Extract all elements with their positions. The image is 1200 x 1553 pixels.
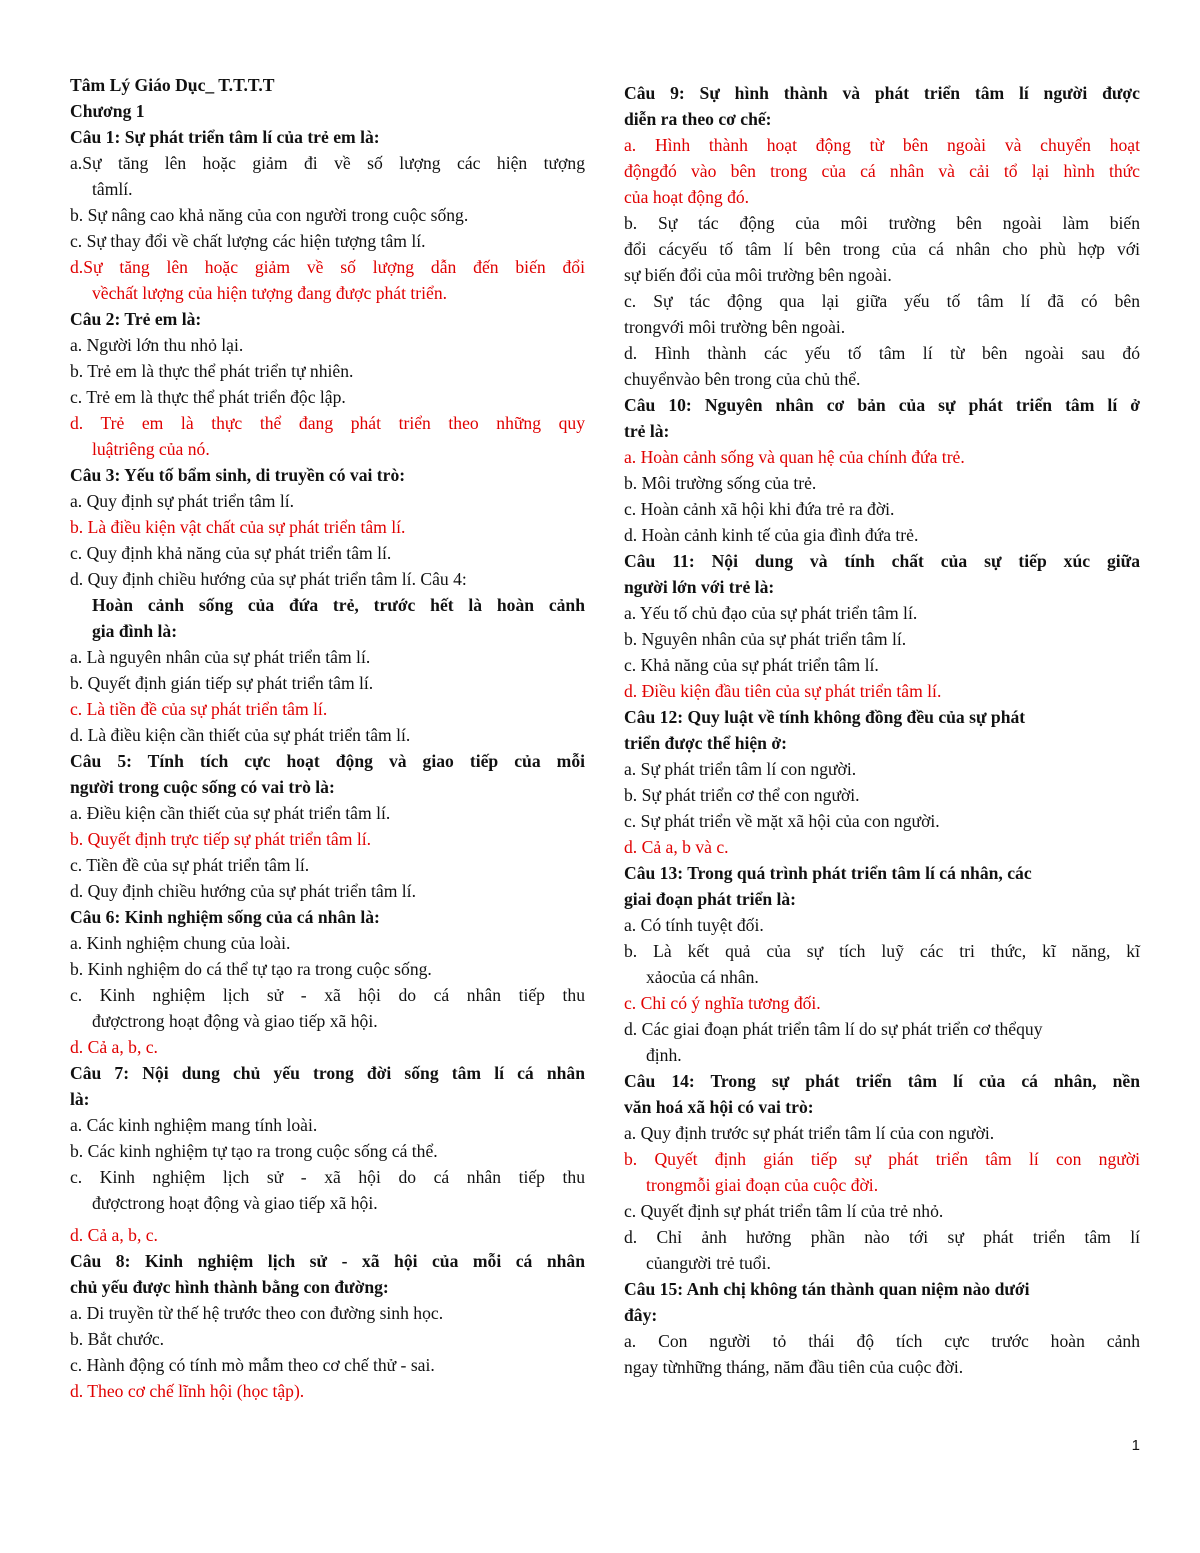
question-heading-line: Câu 1: Sự phát triển tâm lí của trẻ em là: [70,127,380,147]
answer-line: c. Khả năng của sự phát triển tâm lí. [624,655,879,675]
answer-line: b. Sự nâng cao khả năng của con người trong cuộc sống. [70,205,469,225]
question-heading-line: là: [70,1089,90,1109]
question-heading-line: Câu 5: Tính tích cực hoạt động và giao tiếp của mỗi [70,751,585,771]
answer-line: trongmỗi giai đoạn của cuộc đời. [646,1175,879,1195]
answer-line: d. Theo cơ chế lĩnh hội (học tập). [70,1381,305,1401]
answer-line: b. Trẻ em là thực thể phát triển tự nhiên. [70,361,354,381]
answer-line: c. Kinh nghiệm lịch sử - xã hội do cá nhân tiếp thu [70,1167,585,1187]
answer-line: xảocủa cá nhân. [646,967,759,987]
answer-line: d. Cả a, b, c. [70,1037,158,1057]
answer-line: a. Yếu tố chủ đạo của sự phát triển tâm lí. [624,603,918,623]
answer-line: b. Bắt chước. [70,1329,165,1349]
answer-line: d. Các giai đoạn phát triển tâm lí do sự phát triển cơ thểquy [624,1019,1043,1039]
left-column [70,72,585,1404]
answer-line: c. Sự tác động qua lại giữa yếu tố tâm lí đã có bên [624,291,1140,311]
answer-line: c. Quyết định sự phát triển tâm lí của trẻ nhỏ. [624,1201,944,1221]
answer-line: a. Các kinh nghiệm mang tính loài. [70,1115,318,1135]
question-heading-line: đây: [624,1305,658,1325]
answer-line: a. Con người tỏ thái độ tích cực trước hoàn cảnh [624,1331,1140,1351]
question-heading-line: Tâm Lý Giáo Dục_ T.T.T.T [70,75,275,95]
question-heading-line: chủ yếu được hình thành bằng con đường: [70,1277,389,1297]
answer-line: b. Môi trường sống của trẻ. [624,473,817,493]
answer-line: vềchất lượng của hiện tượng đang được phát triển. [92,283,448,303]
question-heading-line: giai đoạn phát triển là: [624,889,797,909]
answer-line: a. Người lớn thu nhỏ lại. [70,335,244,355]
answer-line: a. Điều kiện cần thiết của sự phát triển tâm lí. [70,803,391,823]
answer-line: độngđó vào bên trong của cá nhân và cải tổ lại hình thức [624,161,1140,181]
question-heading-line: Câu 7: Nội dung chủ yếu trong đời sống tâm lí cá nhân [70,1063,585,1083]
question-heading-line: Câu 3: Yếu tố bẩm sinh, di truyền có vai trò: [70,465,406,485]
answer-line: đổi cácyếu tố tâm lí bên trong của cá nhân cho phù hợp với [624,239,1140,259]
question-heading-line: người trong cuộc sống có vai trò là: [70,777,335,797]
answer-line: b. Sự tác động của môi trường bên ngoài làm biến [624,213,1140,233]
answer-line: b. Là điều kiện vật chất của sự phát triển tâm lí. [70,517,406,537]
question-heading-line: Câu 9: Sự hình thành và phát triển tâm lí người được [624,83,1140,103]
answer-line: d. Trẻ em là thực thể đang phát triển theo những quy [70,413,585,433]
answer-line: đượctrong hoạt động và giao tiếp xã hội. [92,1193,378,1213]
answer-line: c. Là tiền đề của sự phát triển tâm lí. [70,699,328,719]
answer-line: c. Kinh nghiệm lịch sử - xã hội do cá nhân tiếp thu [70,985,585,1005]
question-heading-line: Câu 11: Nội dung và tính chất của sự tiếp xúc giữa [624,551,1140,571]
answer-line: a. Di truyền từ thế hệ trước theo con đường sinh học. [70,1303,444,1323]
answer-line: a. Hình thành hoạt động từ bên ngoài và chuyển hoạt [624,135,1140,155]
answer-line: c. Quy định khả năng của sự phát triển tâm lí. [70,543,392,563]
question-heading-line: văn hoá xã hội có vai trò: [624,1097,814,1117]
answer-line: c. Hành động có tính mò mẫm theo cơ chế thử - sai. [70,1355,435,1375]
question-heading-line: triển được thể hiện ở: [624,733,787,753]
answer-line: định. [646,1045,682,1065]
answer-line: a. Kinh nghiệm chung của loài. [70,933,291,953]
answer-line: a. Sự phát triển tâm lí con người. [624,759,857,779]
question-heading-line: gia đình là: [92,621,178,641]
answer-line: d. Cả a, b và c. [624,837,729,857]
answer-line: a. Quy định trước sự phát triển tâm lí của con người. [624,1123,995,1143]
answer-line: b. Quyết định trực tiếp sự phát triển tâm lí. [70,829,372,849]
answer-line: b. Các kinh nghiệm tự tạo ra trong cuộc sống cá thể. [70,1141,438,1161]
answer-line: b. Nguyên nhân của sự phát triển tâm lí. [624,629,907,649]
question-heading-line: Câu 10: Nguyên nhân cơ bản của sự phát triển tâm lí ở [624,395,1140,415]
answer-line: củangười trẻ tuổi. [646,1253,771,1273]
answer-line: d. Hoàn cảnh kinh tế của gia đình đứa trẻ. [624,525,919,545]
answer-line: d. Quy định chiều hướng của sự phát triển tâm lí. [70,881,416,901]
question-heading-line: Chương 1 [70,101,145,121]
answer-line: c. Sự phát triển về mặt xã hội của con người. [624,811,940,831]
right-column [624,80,1140,1380]
page-number: 1 [1131,1437,1140,1454]
answer-line: sự biến đổi của môi trường bên ngoài. [624,265,892,285]
answer-line: d. Điều kiện đầu tiên của sự phát triển tâm lí. [624,681,942,701]
answer-line: a. Hoàn cảnh sống và quan hệ của chính đứa trẻ. [624,447,965,467]
question-heading-line: Câu 12: Quy luật về tính không đồng đều của sự phát [624,707,1026,727]
question-heading-line: Câu 14: Trong sự phát triển tâm lí của cá nhân, nền [624,1071,1140,1091]
question-heading-line: trẻ là: [624,421,670,441]
question-heading-line: Câu 2: Trẻ em là: [70,309,202,329]
answer-line: đượctrong hoạt động và giao tiếp xã hội. [92,1011,378,1031]
answer-line: b. Quyết định gián tiếp sự phát triển tâm lí. [70,673,374,693]
answer-line: tâmlí. [92,179,133,199]
answer-line: b. Là kết quả của sự tích luỹ các tri thức, kĩ năng, kĩ [624,941,1140,961]
answer-line: d. Là điều kiện cần thiết của sự phát triển tâm lí. [70,725,411,745]
answer-line: d. Chỉ ảnh hưởng phần nào tới sự phát triển tâm lí [624,1227,1140,1247]
answer-line: d. Hình thành các yếu tố tâm lí từ bên ngoài sau đó [624,343,1140,363]
answer-line: b. Quyết định gián tiếp sự phát triển tâm lí con người [624,1149,1140,1169]
question-heading-line: Câu 8: Kinh nghiệm lịch sử - xã hội của mỗi cá nhân [70,1251,585,1271]
answer-line: a. Là nguyên nhân của sự phát triển tâm lí. [70,647,371,667]
answer-line: d. Cả a, b, c. [70,1225,158,1245]
answer-line: c. Sự thay đổi về chất lượng các hiện tượng tâm lí. [70,231,426,251]
answer-line: d.Sự tăng lên hoặc giảm về số lượng dẫn đến biến đổi [70,257,585,277]
answer-line: d. Quy định chiều hướng của sự phát triển tâm lí. Câu 4: [70,569,467,589]
answer-line: b. Kinh nghiệm do cá thể tự tạo ra trong cuộc sống. [70,959,432,979]
question-heading-line: Câu 13: Trong quá trình phát triển tâm lí cá nhân, các [624,863,1032,883]
answer-line: chuyểnvào bên trong của chủ thể. [624,369,861,389]
question-heading-line: người lớn với trẻ là: [624,577,775,597]
answer-line: luậtriêng của nó. [92,439,210,459]
answer-line: c. Trẻ em là thực thể phát triển độc lập. [70,387,346,407]
answer-line: c. Hoàn cảnh xã hội khi đứa trẻ ra đời. [624,499,895,519]
answer-line: a. Quy định sự phát triển tâm lí. [70,491,295,511]
answer-line: trongvới môi trường bên ngoài. [624,317,846,337]
answer-line: a. Có tính tuyệt đối. [624,915,764,935]
question-heading-line: Hoàn cảnh sống của đứa trẻ, trước hết là hoàn cảnh [92,595,585,615]
question-heading-line: diễn ra theo cơ chế: [624,109,772,129]
question-heading-line: Câu 15: Anh chị không tán thành quan niệm nào dưới [624,1279,1030,1299]
answer-line: c. Tiền đề của sự phát triển tâm lí. [70,855,310,875]
question-heading-line: Câu 6: Kinh nghiệm sống của cá nhân là: [70,907,380,927]
answer-line: b. Sự phát triển cơ thể con người. [624,785,860,805]
answer-line: của hoạt động đó. [624,187,750,207]
answer-line: c. Chỉ có ý nghĩa tương đối. [624,993,821,1013]
answer-line: ngay từnhững tháng, năm đầu tiên của cuộc đời. [624,1357,964,1377]
answer-line: a.Sự tăng lên hoặc giảm đi về số lượng các hiện tượng [70,153,585,173]
